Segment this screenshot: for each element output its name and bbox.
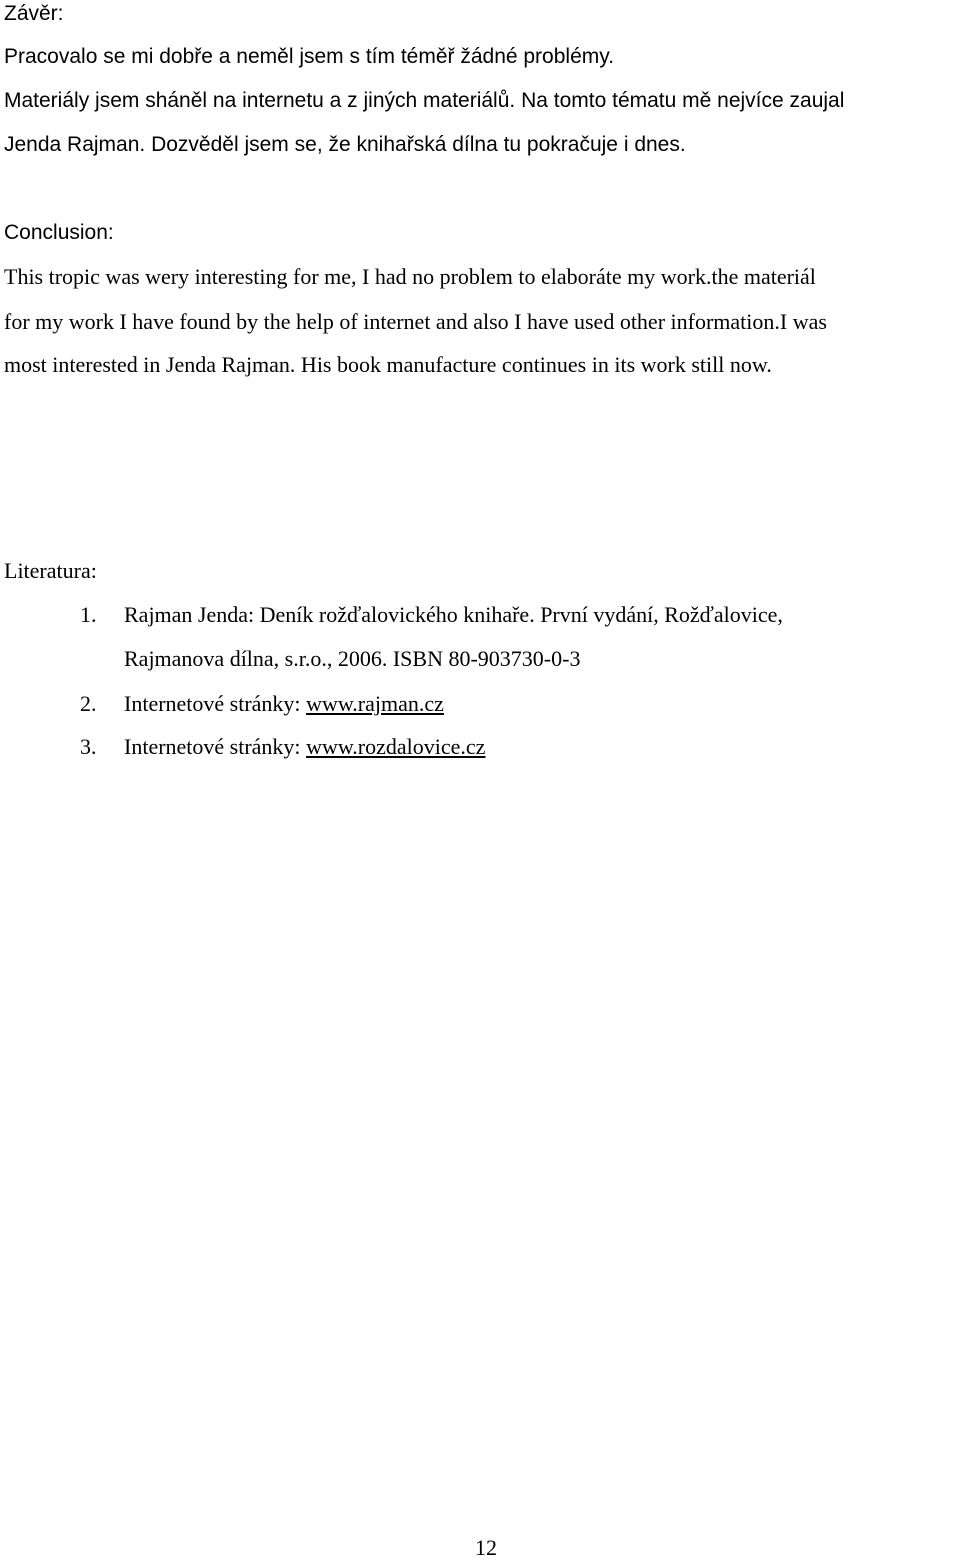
reference-2 xyxy=(124,691,444,717)
reference-3-prefix: Internetové stránky: xyxy=(124,734,307,759)
reference-3 xyxy=(124,734,485,760)
reference-number-3: 3. xyxy=(80,734,97,759)
rozdalovice-link[interactable]: www.rozdalovice.cz xyxy=(306,734,486,759)
zaver-heading: Závěr: xyxy=(4,2,64,25)
zaver-line-2: Materiály jsem sháněl na internetu a z jiných materiálů. Na tomto tématu mě nejvíce zaujal xyxy=(4,89,845,112)
reference-number-2: 2. xyxy=(80,691,97,716)
zaver-line-3: Jenda Rajman. Dozvěděl jsem se, že knihařská dílna tu pokračuje i dnes. xyxy=(4,133,686,156)
page-number: 12 xyxy=(475,1535,497,1560)
conclusion-line-2: for my work I have found by the help of internet and also I have used other information.I was xyxy=(4,309,827,334)
zaver-line-1: Pracovalo se mi dobře a neměl jsem s tím téměř žádné problémy. xyxy=(4,45,615,68)
literatura-heading: Literatura: xyxy=(4,558,97,583)
conclusion-line-1: This tropic was wery interesting for me, I had no problem to elaboráte my work.the materiál xyxy=(4,264,816,289)
reference-1-line-1: Rajman Jenda: Deník rožďalovického knihaře. První vydání, Rožďalovice, xyxy=(124,602,783,627)
conclusion-line-3: most interested in Jenda Rajman. His book manufacture continues in its work still now. xyxy=(4,352,772,377)
reference-2-prefix: Internetové stránky: xyxy=(124,691,307,716)
reference-number-1: 1. xyxy=(80,602,97,627)
rajman-link[interactable]: www.rajman.cz xyxy=(306,691,444,716)
reference-1-line-2: Rajmanova dílna, s.r.o., 2006. ISBN 80-903730-0-3 xyxy=(124,646,581,671)
conclusion-heading: Conclusion: xyxy=(4,221,114,244)
